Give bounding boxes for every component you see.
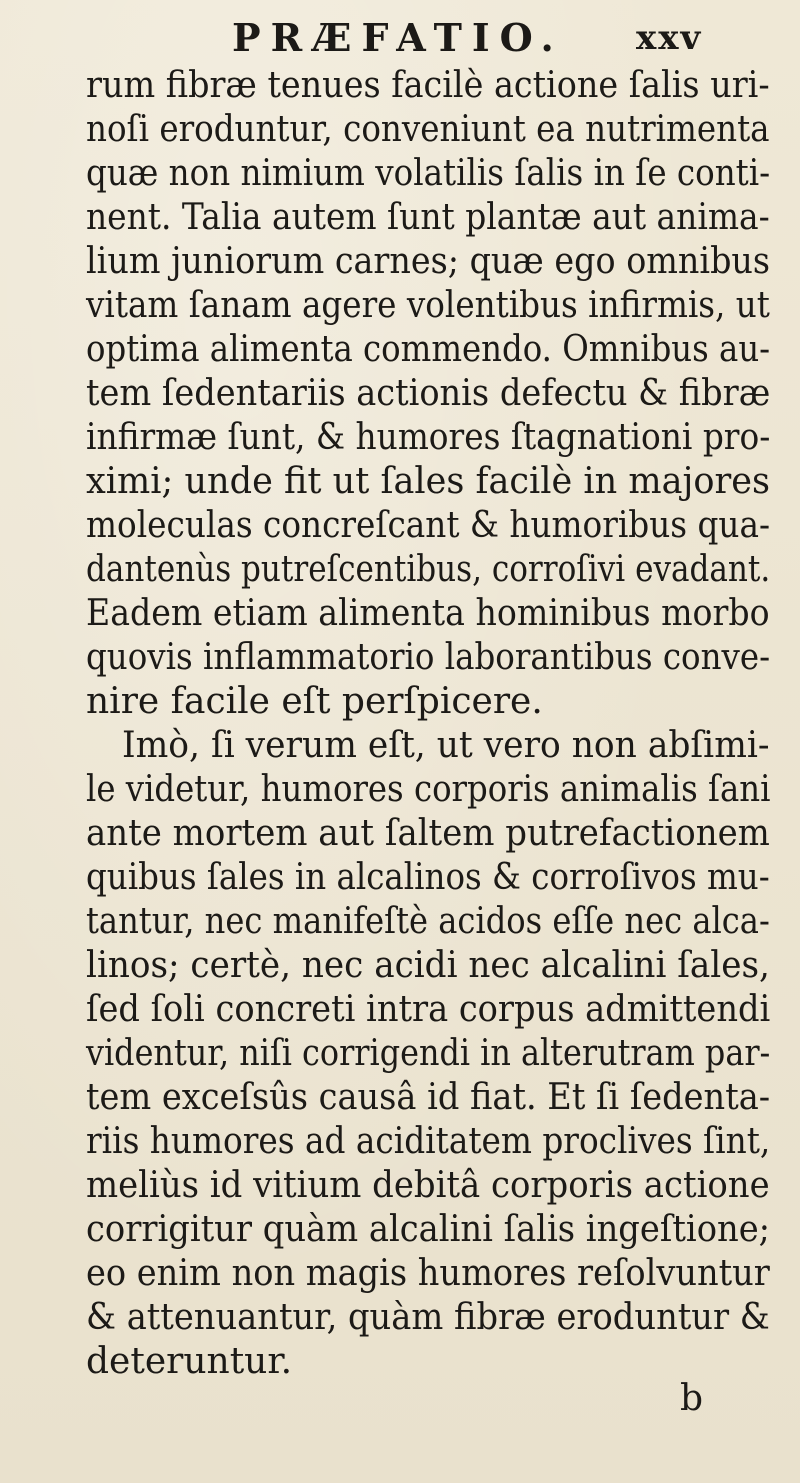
text-line: corrigitur quàm alcalini ſalis ingeſtione;	[86, 1209, 771, 1250]
text-line: Imò, ſi verum eſt, ut vero non abſimi-	[122, 725, 770, 766]
text-line: dantenùs putreſcentibus, corroſivi evadant.	[86, 549, 771, 590]
text-line: deteruntur.	[86, 1341, 293, 1382]
text-line: ſed ſoli concreti intra corpus admittendi	[86, 989, 771, 1030]
text-line: tem ſedentariis actionis defectu & fibræ	[86, 373, 771, 414]
page-header	[0, 14, 800, 62]
text-line: quæ non nimium volatilis ſalis in ſe conti-	[86, 153, 771, 194]
text-line: ante mortem aut ſaltem putrefactionem	[86, 813, 770, 854]
text-line: & attenuantur, quàm fibræ eroduntur &	[86, 1297, 770, 1338]
page-number: xxv	[636, 18, 703, 58]
text-line: infirmæ ſunt, & humores ſtagnationi pro-	[86, 417, 771, 458]
text-line: optima alimenta commendo. Omnibus au-	[86, 329, 771, 370]
text-line: tem exceſsûs causâ id fiat. Et ſi ſedenta-	[86, 1077, 771, 1118]
text-line: tantur, nec manifeſtè acidos eſſe nec alca-	[86, 901, 770, 942]
text-line: nent. Talia autem ſunt plantæ aut anima-	[86, 197, 770, 238]
text-line: noſi eroduntur, conveniunt ea nutrimenta	[86, 109, 770, 150]
text-line: lium juniorum carnes; quæ ego omnibus	[86, 241, 771, 282]
text-line: ximi; unde fit ut ſales facilè in majores	[86, 461, 771, 502]
text-line: eo enim non magis humores reſolvuntur	[86, 1253, 770, 1294]
signature-mark: b	[680, 1378, 704, 1419]
text-line: meliùs id vitium debitâ corporis actione	[86, 1165, 770, 1206]
text-line: quibus ſales in alcalinos & corroſivos mu-	[86, 857, 770, 898]
running-title: PRÆFATIO.	[232, 15, 564, 60]
text-line: videntur, niſi corrigendi in alterutram par-	[86, 1033, 771, 1074]
text-line: rum fibræ tenues facilè actione ſalis uri-	[86, 65, 770, 106]
text-line: nire facile eſt perſpicere.	[86, 681, 543, 722]
text-line: Eadem etiam alimenta hominibus morbo	[86, 593, 770, 634]
text-line: le videtur, humores corporis animalis ſani	[86, 769, 771, 810]
text-line: linos; certè, nec acidi nec alcalini ſales,	[86, 945, 770, 986]
text-line: moleculas concreſcant & humoribus qua-	[86, 505, 771, 546]
text-line: quovis inflammatorio laborantibus conve-	[86, 637, 771, 678]
text-line: vitam ſanam agere volentibus infirmis, ut	[86, 285, 770, 326]
text-line: riis humores ad aciditatem proclives ſint,	[86, 1121, 771, 1162]
